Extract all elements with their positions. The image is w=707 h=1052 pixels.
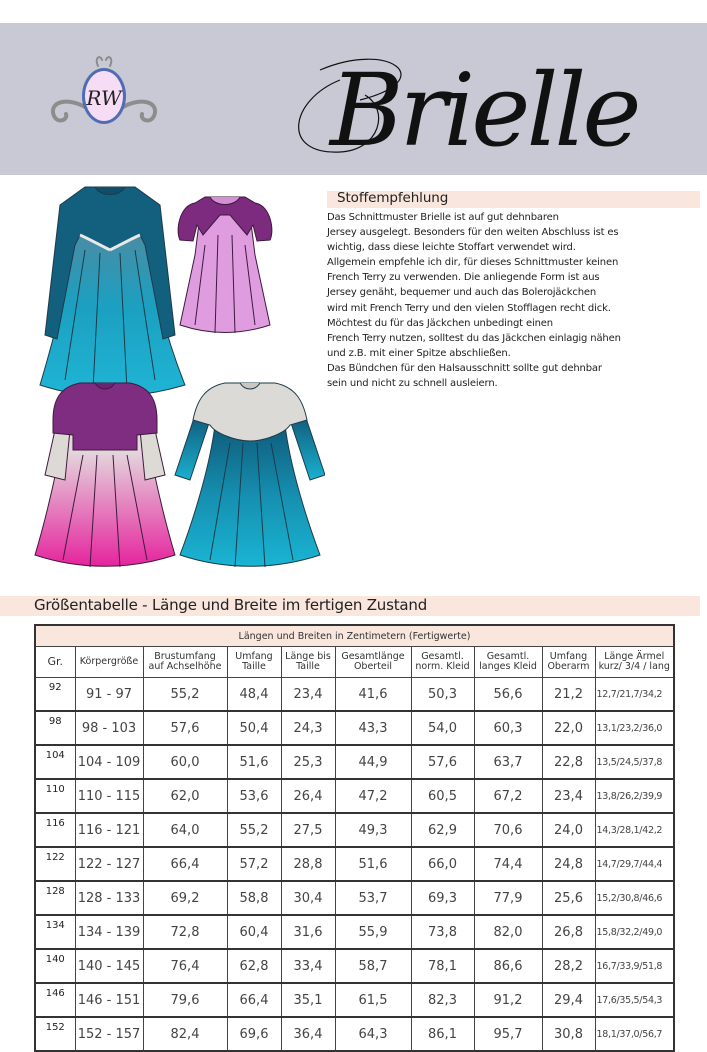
- table-cell: 43,3: [335, 711, 411, 745]
- fabric-line: Möchtest du für das Jäckchen unbedingt einen: [327, 317, 553, 329]
- table-cell: 26,4: [281, 779, 335, 813]
- column-header: [75, 647, 143, 678]
- page-title: [270, 40, 670, 165]
- table-cell: 44,9: [335, 745, 411, 779]
- fabric-line: sein und nicht zu schnell ausleiern.: [327, 378, 498, 390]
- sleeve-length-cell: 16,7/33,9/51,8: [595, 949, 674, 983]
- column-header-line: kurz/ 3/4 / lang: [598, 661, 670, 672]
- size-cell: 146: [35, 983, 75, 1017]
- dress-illustrations: [25, 175, 325, 585]
- table-cell: 78,1: [411, 949, 474, 983]
- size-table-heading-band: [0, 596, 700, 616]
- sleeve-length-cell: 14,3/28,1/42,2: [595, 813, 674, 847]
- column-header-line: Umfang: [549, 651, 588, 662]
- column-header-line: Gesamtl.: [421, 651, 464, 662]
- table-cell: 69,2: [143, 881, 227, 915]
- column-header-line: Länge Ärmel: [604, 651, 665, 662]
- column-header-line: Umfang: [235, 651, 273, 662]
- size-cell: 134: [35, 915, 75, 949]
- table-cell: 82,0: [474, 915, 542, 949]
- fabric-line: und z.B. mit einer Spitze abschließen.: [327, 347, 511, 359]
- table-cell: 76,4: [143, 949, 227, 983]
- table-header-row: [35, 647, 674, 678]
- size-cell: 116: [35, 813, 75, 847]
- column-header: [35, 647, 75, 678]
- table-cell: 25,3: [281, 745, 335, 779]
- table-cell: 64,0: [143, 813, 227, 847]
- sleeve-length-cell: 17,6/35,5/54,3: [595, 983, 674, 1017]
- size-cell: 92: [35, 678, 75, 712]
- table-cell: 56,6: [474, 678, 542, 712]
- table-cell: 79,6: [143, 983, 227, 1017]
- table-cell: 22,8: [542, 745, 595, 779]
- table-cell: 55,2: [143, 678, 227, 712]
- table-cell: 73,8: [411, 915, 474, 949]
- table-cell: 134 - 139: [75, 915, 143, 949]
- table-cell: 66,4: [227, 983, 281, 1017]
- table-cell: 152 - 157: [75, 1017, 143, 1051]
- table-cell: 91,2: [474, 983, 542, 1017]
- table-row: [35, 813, 674, 847]
- table-cell: 60,5: [411, 779, 474, 813]
- column-header: [411, 647, 474, 678]
- table-cell: 57,6: [143, 711, 227, 745]
- fabric-line: Jersey ausgelegt. Besonders für den weiten Abschluss ist es: [327, 227, 619, 239]
- sleeve-length-cell: 13,1/23,2/36,0: [595, 711, 674, 745]
- column-header: [281, 647, 335, 678]
- table-cell: 54,0: [411, 711, 474, 745]
- column-header-line: norm. Kleid: [415, 661, 470, 672]
- table-cell: 66,4: [143, 847, 227, 881]
- fabric-text: [327, 210, 707, 391]
- table-cell: 116 - 121: [75, 813, 143, 847]
- table-cell: 57,2: [227, 847, 281, 881]
- fabric-line: wichtig, dass diese leichte Stoffart verwendet wird.: [327, 242, 576, 254]
- table-cell: 28,8: [281, 847, 335, 881]
- table-cell: 77,9: [474, 881, 542, 915]
- table-cell: 95,7: [474, 1017, 542, 1051]
- column-header-line: Oberarm: [547, 661, 590, 672]
- table-cell: 91 - 97: [75, 678, 143, 712]
- fabric-line: French Terry zu verwenden. Die anliegende Form ist aus: [327, 272, 600, 284]
- table-row: [35, 711, 674, 745]
- table-cell: 62,8: [227, 949, 281, 983]
- column-header-line: Taille: [242, 661, 266, 672]
- table-row: [35, 847, 674, 881]
- table-cell: 58,8: [227, 881, 281, 915]
- table-cell: 22,0: [542, 711, 595, 745]
- table-cell: 98 - 103: [75, 711, 143, 745]
- table-row: [35, 949, 674, 983]
- dress-grey-teal: [175, 383, 325, 567]
- size-cell: 152: [35, 1017, 75, 1051]
- table-body: [35, 678, 674, 1052]
- column-header-line: auf Achselhöhe: [148, 661, 222, 672]
- column-header: [335, 647, 411, 678]
- column-header: [595, 647, 674, 678]
- title-text: Brielle: [330, 52, 638, 165]
- table-cell: 36,4: [281, 1017, 335, 1051]
- table-cell: 24,8: [542, 847, 595, 881]
- size-table: [34, 624, 675, 1052]
- table-cell: 67,2: [474, 779, 542, 813]
- table-cell: 27,5: [281, 813, 335, 847]
- table-cell: 64,3: [335, 1017, 411, 1051]
- column-header: [227, 647, 281, 678]
- table-row: [35, 779, 674, 813]
- sleeve-length-cell: 13,8/26,2/39,9: [595, 779, 674, 813]
- size-cell: 98: [35, 711, 75, 745]
- table-cell: 31,6: [281, 915, 335, 949]
- table-cell: 30,4: [281, 881, 335, 915]
- fabric-heading-band: [327, 191, 700, 208]
- fabric-line: Jersey genäht, bequemer und auch das Bolerojäckchen: [327, 287, 597, 299]
- column-header-line: Oberteil: [353, 661, 393, 672]
- table-cell: 53,7: [335, 881, 411, 915]
- table-cell: 63,7: [474, 745, 542, 779]
- table-cell: 33,4: [281, 949, 335, 983]
- table-cell: 62,0: [143, 779, 227, 813]
- table-cell: 21,2: [542, 678, 595, 712]
- table-cell: 72,8: [143, 915, 227, 949]
- column-header-line: Brustumfang: [154, 651, 216, 662]
- table-cell: 35,1: [281, 983, 335, 1017]
- table-cell: 25,6: [542, 881, 595, 915]
- dress-teal: [40, 187, 185, 396]
- rw-logo: [38, 50, 170, 132]
- table-caption: Längen und Breiten in Zentimetern (Fertigwerte): [35, 625, 674, 647]
- sleeve-length-cell: 15,8/32,2/49,0: [595, 915, 674, 949]
- fabric-line: wird mit French Terry und den vielen Stofflagen recht dick.: [327, 302, 611, 314]
- table-cell: 74,4: [474, 847, 542, 881]
- table-cell: 62,9: [411, 813, 474, 847]
- column-header: [542, 647, 595, 678]
- column-header-line: Gesamtl.: [486, 651, 530, 662]
- table-cell: 48,4: [227, 678, 281, 712]
- fabric-line: French Terry nutzen, solltest du das Jäckchen einlagig nähen: [327, 332, 621, 344]
- table-cell: 70,6: [474, 813, 542, 847]
- column-header-line: Körpergröße: [79, 656, 139, 667]
- table-cell: 55,2: [227, 813, 281, 847]
- table-cell: 58,7: [335, 949, 411, 983]
- table-cell: 50,3: [411, 678, 474, 712]
- table-cell: 23,4: [281, 678, 335, 712]
- table-cell: 69,3: [411, 881, 474, 915]
- table-cell: 23,4: [542, 779, 595, 813]
- table-cell: 86,6: [474, 949, 542, 983]
- column-header-line: Länge bis: [285, 651, 331, 662]
- table-cell: 140 - 145: [75, 949, 143, 983]
- table-cell: 50,4: [227, 711, 281, 745]
- column-header: [474, 647, 542, 678]
- column-header: [143, 647, 227, 678]
- table-cell: 47,2: [335, 779, 411, 813]
- table-cell: 55,9: [335, 915, 411, 949]
- fabric-line: Allgemein empfehle ich dir, für dieses Schnittmuster keinen: [327, 257, 619, 269]
- sleeve-length-cell: 12,7/21,7/34,2: [595, 678, 674, 712]
- table-row: [35, 745, 674, 779]
- table-cell: 86,1: [411, 1017, 474, 1051]
- table-row: [35, 1017, 674, 1051]
- table-row: [35, 983, 674, 1017]
- table-cell: 30,8: [542, 1017, 595, 1051]
- table-row: [35, 915, 674, 949]
- sleeve-length-cell: 15,2/30,8/46,6: [595, 881, 674, 915]
- table-cell: 60,3: [474, 711, 542, 745]
- column-header-line: Gesamtlänge: [341, 651, 405, 662]
- table-cell: 69,6: [227, 1017, 281, 1051]
- table-cell: 66,0: [411, 847, 474, 881]
- size-cell: 110: [35, 779, 75, 813]
- table-cell: 29,4: [542, 983, 595, 1017]
- size-cell: 122: [35, 847, 75, 881]
- table-cell: 61,5: [335, 983, 411, 1017]
- sleeve-length-cell: 18,1/37,0/56,7: [595, 1017, 674, 1051]
- table-cell: 82,3: [411, 983, 474, 1017]
- size-cell: 140: [35, 949, 75, 983]
- dress-pink-top: [178, 197, 272, 333]
- size-cell: 128: [35, 881, 75, 915]
- table-cell: 24,3: [281, 711, 335, 745]
- size-cell: 104: [35, 745, 75, 779]
- table-cell: 49,3: [335, 813, 411, 847]
- table-cell: 53,6: [227, 779, 281, 813]
- sleeve-length-cell: 14,7/29,7/44,4: [595, 847, 674, 881]
- sleeve-length-cell: 13,5/24,5/37,8: [595, 745, 674, 779]
- table-cell: 51,6: [227, 745, 281, 779]
- table-cell: 122 - 127: [75, 847, 143, 881]
- table-cell: 128 - 133: [75, 881, 143, 915]
- column-header-line: langes Kleid: [479, 661, 537, 672]
- table-cell: 104 - 109: [75, 745, 143, 779]
- column-header-line: Gr.: [47, 655, 64, 668]
- fabric-line: Das Bündchen für den Halsausschnitt sollte gut dehnbar: [327, 362, 602, 374]
- table-cell: 60,4: [227, 915, 281, 949]
- size-table-heading: Größentabelle - Länge und Breite im fertigen Zustand: [34, 596, 428, 614]
- table-cell: 110 - 115: [75, 779, 143, 813]
- table-row: [35, 678, 674, 712]
- fabric-heading: Stoffempfehlung: [337, 190, 449, 206]
- table-cell: 82,4: [143, 1017, 227, 1051]
- dress-purple-pink: [35, 383, 175, 567]
- table-cell: 146 - 151: [75, 983, 143, 1017]
- table-cell: 51,6: [335, 847, 411, 881]
- logo-monogram: RW: [86, 86, 122, 110]
- table-cell: 60,0: [143, 745, 227, 779]
- table-cell: 57,6: [411, 745, 474, 779]
- fabric-line: Das Schnittmuster Brielle ist auf gut dehnbaren: [327, 212, 559, 223]
- table-row: [35, 881, 674, 915]
- table-cell: 28,2: [542, 949, 595, 983]
- column-header-line: Taille: [296, 661, 320, 672]
- table-cell: 26,8: [542, 915, 595, 949]
- table-cell: 41,6: [335, 678, 411, 712]
- table-cell: 24,0: [542, 813, 595, 847]
